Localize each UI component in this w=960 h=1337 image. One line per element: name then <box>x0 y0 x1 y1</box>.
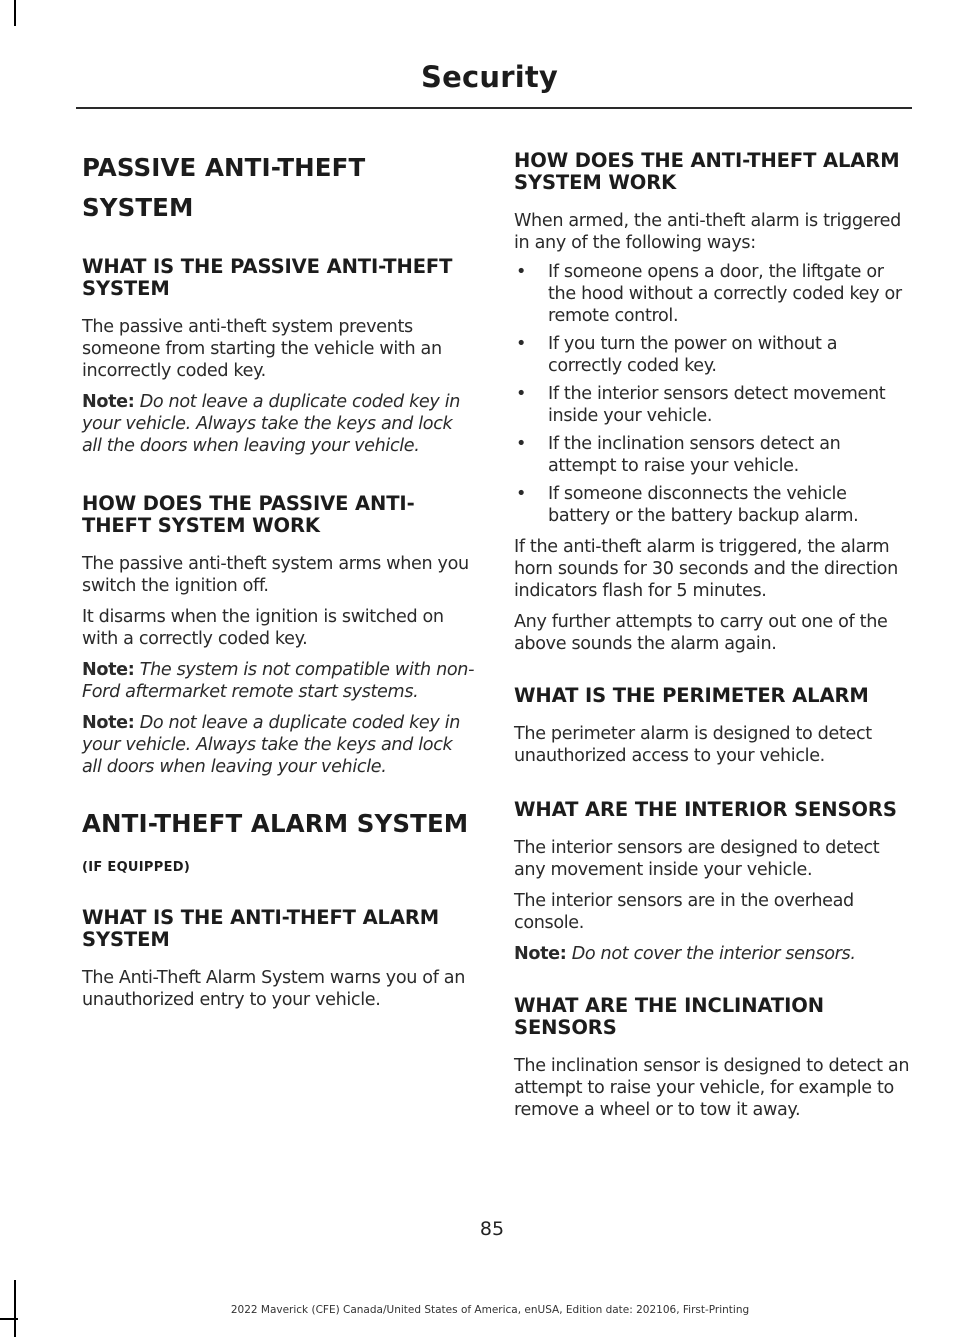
note-not-compatible <box>82 659 476 703</box>
note-interior-sensors <box>514 943 910 965</box>
heading-how-alarm-works: HOW DOES THE ANTI-THEFT ALARM SYSTEM WORK <box>514 149 900 194</box>
note-label: Note: <box>82 713 135 733</box>
list-item <box>514 261 910 327</box>
heading-what-is-pats: WHAT IS THE PASSIVE ANTI-THEFT SYSTEM <box>82 255 453 300</box>
note-text: Do not leave a duplicate coded key in your vehicle. Always take the keys and lock all the doors when leaving your vehicle. <box>82 392 461 456</box>
list-item <box>514 333 910 377</box>
bullet-icon: • <box>516 334 527 354</box>
section-title-line2: SYSTEM <box>82 193 194 222</box>
list-item-text: If someone disconnects the vehicle battery or the battery backup alarm. <box>548 484 859 526</box>
note-label: Note: <box>514 944 567 964</box>
note-label: Note: <box>82 392 135 412</box>
crop-mark-bottom-left-horizontal <box>0 1318 18 1320</box>
note-duplicate-key-1 <box>82 391 476 457</box>
heading-interior-sensors: WHAT ARE THE INTERIOR SENSORS <box>514 798 897 821</box>
paragraph-what-is-pats: The passive anti-theft system prevents someone from starting the vehicle with an incorrectly coded key. <box>82 317 442 381</box>
list-item-text: If someone opens a door, the liftgate or the hood without a correctly coded key or remote control. <box>548 262 902 326</box>
section-title-passive-anti-theft <box>82 148 476 228</box>
paragraph-inclination-sensors: The inclination sensor is designed to detect an attempt to raise your vehicle, for example to remove a wheel or to tow it away. <box>514 1056 910 1120</box>
section-title-anti-theft-alarm: ANTI-THEFT ALARM SYSTEM <box>82 809 469 838</box>
heading-what-is-alarm: WHAT IS THE ANTI-THEFT ALARM SYSTEM <box>82 906 440 951</box>
page-number: 85 <box>479 1218 505 1240</box>
list-item-text: If the inclination sensors detect an attempt to raise your vehicle. <box>548 434 841 476</box>
paragraph-further-attempts: Any further attempts to carry out one of the above sounds the alarm again. <box>514 612 888 654</box>
note-label: Note: <box>82 660 135 680</box>
paragraph-pats-disarms: It disarms when the ignition is switched on with a correctly coded key. <box>82 607 444 649</box>
note-text: Do not cover the interior sensors. <box>571 944 856 964</box>
heading-how-pats-works: HOW DOES THE PASSIVE ANTI-THEFT SYSTEM WORK <box>82 492 415 537</box>
footer-edition-info: 2022 Maverick (CFE) Canada/United States of America, enUSA, Edition date: 202106, First-Printing <box>230 1304 750 1316</box>
note-text: Do not leave a duplicate coded key in your vehicle. Always take the keys and lock all doors when leaving your vehicle. <box>82 713 461 777</box>
heading-perimeter-alarm: WHAT IS THE PERIMETER ALARM <box>514 684 869 707</box>
right-column <box>514 148 910 1121</box>
heading-inclination-sensors: WHAT ARE THE INCLINATION SENSORS <box>514 994 824 1039</box>
alarm-trigger-list <box>514 261 910 527</box>
paragraph-alarm-triggered: If the anti-theft alarm is triggered, the alarm horn sounds for 30 seconds and the direction indicators flash for 5 minutes. <box>514 537 898 601</box>
list-item <box>514 383 910 427</box>
note-duplicate-key-2 <box>82 712 476 778</box>
bullet-icon: • <box>516 262 527 282</box>
paragraph-what-is-alarm: The Anti-Theft Alarm System warns you of an unauthorized entry to your vehicle. <box>82 968 466 1010</box>
list-item <box>514 483 910 527</box>
header-divider <box>76 107 912 109</box>
bullet-icon: • <box>516 384 527 404</box>
page-title: Security <box>421 60 558 94</box>
paragraph-interior-sensors-2: The interior sensors are in the overhead console. <box>514 891 854 933</box>
list-item-text: If you turn the power on without a correctly coded key. <box>548 334 838 376</box>
left-column <box>82 148 476 1011</box>
bullet-icon: • <box>516 434 527 454</box>
section-title-line1: PASSIVE ANTI-THEFT <box>82 153 366 182</box>
crop-mark-top-left <box>14 0 16 26</box>
if-equipped-label: (IF EQUIPPED) <box>82 860 191 875</box>
paragraph-perimeter-alarm: The perimeter alarm is designed to detect unauthorized access to your vehicle. <box>514 724 872 766</box>
list-item-text: If the interior sensors detect movement inside your vehicle. <box>548 384 886 426</box>
paragraph-alarm-intro: When armed, the anti-theft alarm is triggered in any of the following ways: <box>514 211 901 253</box>
note-text: The system is not compatible with non-Ford aftermarket remote start systems. <box>82 660 475 702</box>
bullet-icon: • <box>516 484 527 504</box>
paragraph-interior-sensors-1: The interior sensors are designed to detect any movement inside your vehicle. <box>514 838 880 880</box>
paragraph-pats-arms: The passive anti-theft system arms when you switch the ignition off. <box>82 554 469 596</box>
list-item <box>514 433 910 477</box>
